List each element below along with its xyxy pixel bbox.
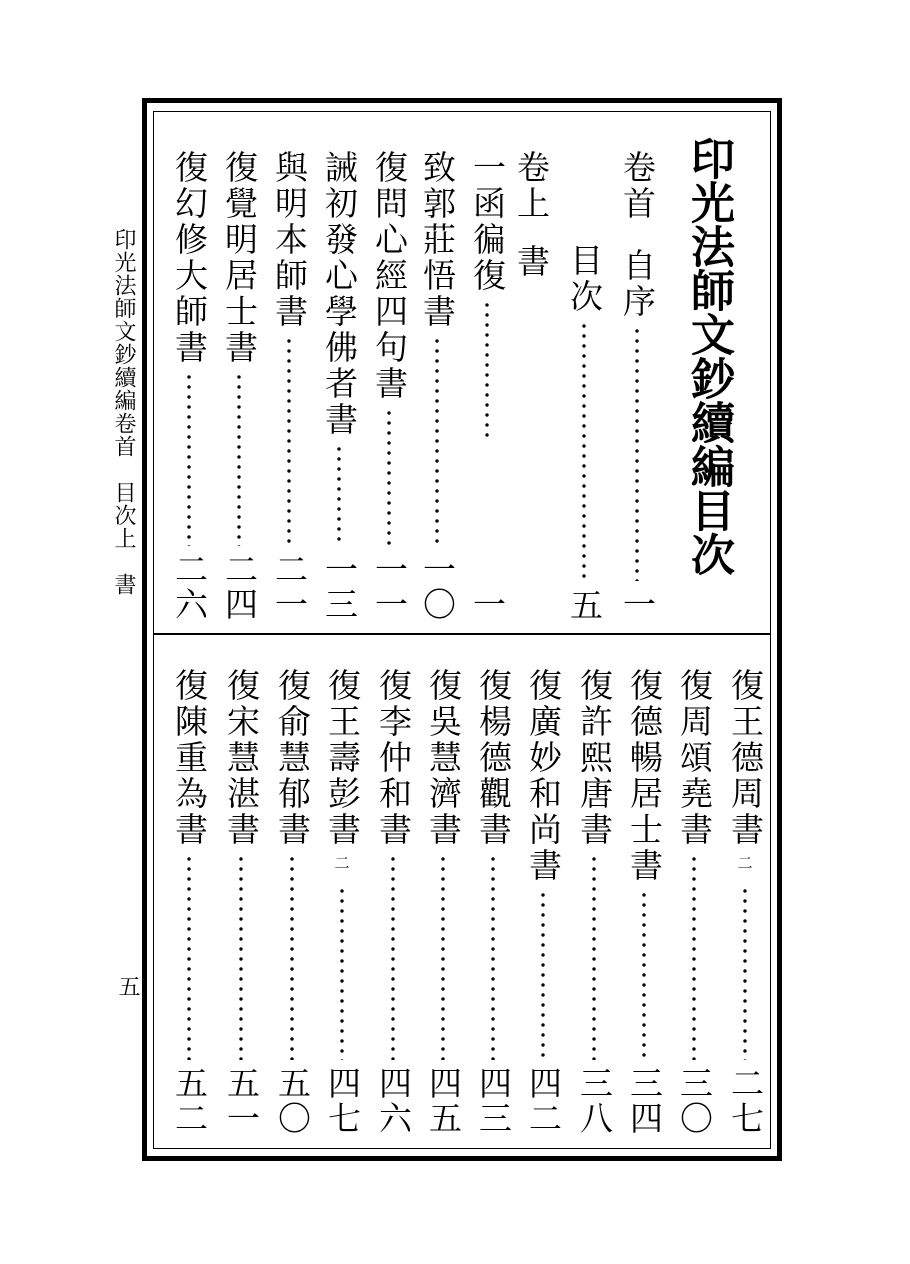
toc-entry-contents [565, 243, 604, 623]
toc-title: 印光法師文鈔續編目次 [683, 136, 734, 576]
entry-title: 復吳慧濟書 [424, 668, 463, 848]
entry-page: 四三 [474, 1066, 513, 1136]
entry-title: 復李仲和書 [374, 668, 413, 848]
entry-title: 復許熙唐書 [575, 668, 614, 848]
toc-entry [170, 150, 209, 622]
entry-page: 二四 [220, 552, 259, 622]
entry-title: 復俞慧郁書 [273, 668, 312, 848]
section-divider [153, 633, 771, 635]
dot-leader [435, 336, 439, 546]
entry-title: 書 [512, 244, 551, 280]
toc-entry [625, 668, 664, 1136]
entry-page: 一一 [370, 552, 409, 622]
dot-leader [692, 854, 696, 1060]
toc-entry [323, 668, 362, 1136]
toc-entry [170, 668, 209, 1136]
dot-leader [582, 321, 586, 582]
entry-page: 五 [565, 588, 604, 623]
dot-leader [635, 326, 639, 581]
dot-leader [391, 854, 395, 1060]
entry-page: 二六 [170, 552, 209, 622]
entry-page: 三八 [575, 1066, 614, 1136]
toc-entry [424, 668, 463, 1136]
toc-entry [524, 668, 563, 1136]
entry-title: 復幻修大師書 [170, 150, 209, 366]
toc-entry [273, 668, 312, 1136]
entry-page: 一〇 [418, 552, 457, 622]
entry-page: 二一 [270, 552, 309, 622]
page-folio: 五 [115, 975, 140, 997]
entry-title: 一函徧復 [468, 150, 507, 294]
toc-entry [222, 668, 261, 1136]
entry-title: 致郭莊悟書 [418, 150, 457, 330]
dot-leader [239, 854, 243, 1060]
entry-page: 三〇 [675, 1066, 714, 1136]
dot-leader [290, 854, 294, 1060]
toc-entry [675, 668, 714, 1136]
toc-entry [726, 668, 765, 1136]
toc-entry [575, 668, 614, 1136]
toc-entry [370, 150, 409, 622]
entry-page: 一三 [320, 552, 359, 622]
entry-title: 復王德周書 [726, 668, 765, 848]
entry-count: 二 [334, 854, 350, 872]
dot-leader [491, 854, 495, 1060]
entry-title: 與明本師書 [270, 150, 309, 330]
toc-entry [468, 150, 507, 622]
toc-entry [320, 150, 359, 622]
dot-leader [592, 854, 596, 1060]
toc-entry [374, 668, 413, 1136]
entry-title: 復楊德觀書 [474, 668, 513, 848]
entry-page: 一 [468, 587, 507, 622]
dot-leader [187, 854, 191, 1060]
dot-leader [642, 890, 646, 1060]
dot-leader [541, 890, 545, 1060]
dot-leader [287, 336, 291, 546]
dot-leader [387, 408, 391, 546]
toc-entry [220, 150, 259, 622]
entry-page: 四六 [374, 1066, 413, 1136]
entry-page: 二七 [726, 1066, 765, 1136]
toc-entry [270, 150, 309, 622]
dot-leader [441, 854, 445, 1060]
entry-page: 五〇 [273, 1066, 312, 1136]
dot-leader [340, 886, 344, 1060]
entry-title: 復陳重為書 [170, 668, 209, 848]
dot-leader [485, 300, 489, 441]
entry-title: 目次 [565, 243, 604, 315]
entry-title: 復廣妙和尚書 [524, 668, 563, 884]
entry-title: 復覺明居士書 [220, 150, 259, 366]
entry-page: 五一 [222, 1066, 261, 1136]
toc-entry-preface [618, 150, 657, 622]
entry-title: 誡初發心學佛者書 [320, 150, 359, 438]
entry-title: 自序 [618, 248, 657, 320]
entry-page: 四二 [524, 1066, 563, 1136]
entry-title: 復宋慧湛書 [222, 668, 261, 848]
entry-page: 四七 [323, 1066, 362, 1136]
entry-page: 一 [618, 587, 657, 622]
toc-entry-volume-heading [512, 150, 551, 280]
dot-leader [187, 372, 191, 546]
entry-count: 二 [737, 854, 753, 872]
running-header: 印光法師文鈔續編卷首 目次上 書 [111, 228, 136, 596]
dot-leader [237, 372, 241, 546]
entry-page: 五二 [170, 1066, 209, 1136]
entry-title: 復德暢居士書 [625, 668, 664, 884]
toc-entry [474, 668, 513, 1136]
section-label: 卷首 [618, 150, 657, 222]
entry-title: 復王壽彭書 [323, 668, 362, 848]
entry-title: 復問心經四句書 [370, 150, 409, 402]
dot-leader [337, 444, 341, 546]
toc-entry [418, 150, 457, 622]
entry-page: 四五 [424, 1066, 463, 1136]
section-label: 卷上 [512, 150, 551, 222]
dot-leader [743, 886, 747, 1060]
entry-title: 復周頌堯書 [675, 668, 714, 848]
entry-page: 三四 [625, 1066, 664, 1136]
